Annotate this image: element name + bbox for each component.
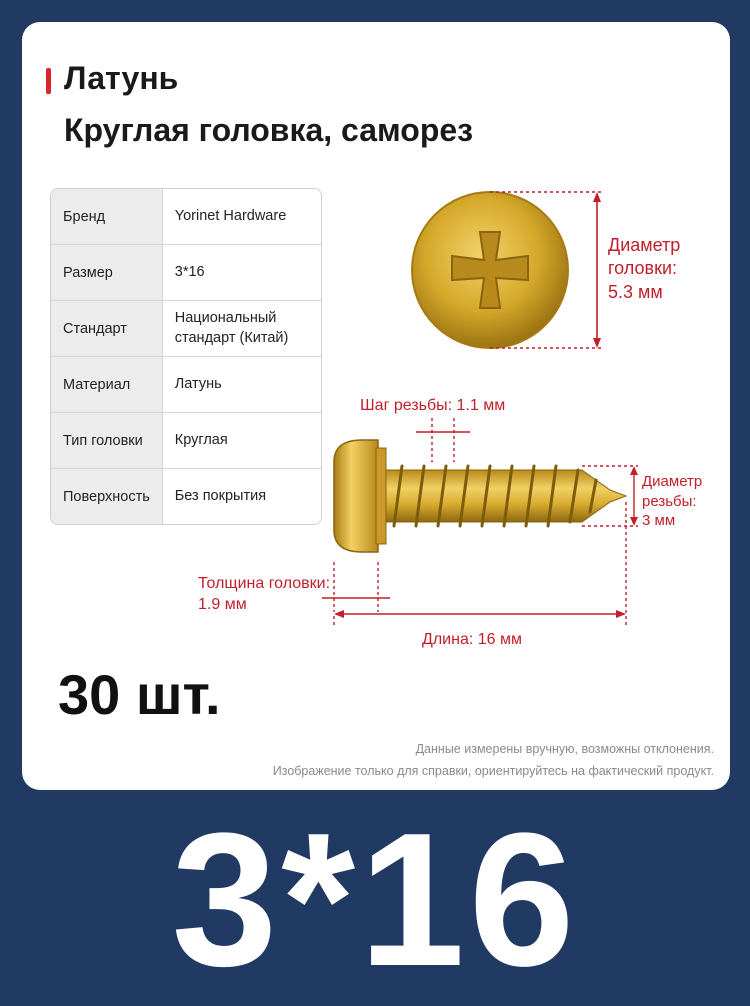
- head-thickness-label: [198, 574, 330, 616]
- thread-pitch-dimension: [416, 418, 470, 462]
- head-diameter-label-line2: головки:: [608, 258, 677, 279]
- spec-value: Латунь: [163, 357, 321, 413]
- spec-key: Бренд: [51, 189, 163, 245]
- spec-key: Размер: [51, 245, 163, 301]
- spec-value: Национальный стандарт (Китай): [163, 301, 321, 357]
- thread-diameter-value: 3 мм: [642, 512, 676, 529]
- spec-key: Поверхность: [51, 469, 163, 524]
- spec-key: Стандарт: [51, 301, 163, 357]
- spec-value: Без покрытия: [163, 469, 321, 524]
- screw-side-view: [334, 440, 626, 552]
- disclaimer-measurement: Данные измерены вручную, возможны отклонения.: [415, 742, 714, 756]
- quantity: 30 шт.: [58, 663, 221, 726]
- size-banner: 3*16: [171, 794, 579, 1006]
- head-thickness-dimension: [322, 562, 390, 612]
- thread-pitch-label: Шаг резьбы: 1.1 мм: [360, 397, 506, 414]
- spec-value: 3*16: [163, 245, 321, 301]
- head-diameter-label: [608, 234, 680, 304]
- material-title: Латунь: [64, 60, 179, 96]
- head-thickness-value: 1.9 мм: [198, 595, 247, 613]
- length-label: Длина: 16 мм: [422, 631, 522, 648]
- spec-value: Круглая: [163, 413, 321, 469]
- spec-value: Yorinet Hardware: [163, 189, 321, 245]
- spec-key: Материал: [51, 357, 163, 413]
- disclaimer-image: Изображение только для справки, ориентируйтесь на фактический продукт.: [272, 764, 714, 778]
- thread-diameter-label: [642, 472, 702, 531]
- product-title: Круглая головка, саморез: [64, 112, 474, 148]
- product-card: [22, 22, 730, 790]
- screw-head-top-view: [412, 192, 568, 348]
- head-diameter-value: 5.3 мм: [608, 281, 663, 302]
- spec-key: Тип головки: [51, 413, 163, 469]
- thread-diameter-label-line1: Диаметр: [642, 473, 703, 490]
- head-diameter-label-line1: Диаметр: [608, 235, 681, 255]
- head-thickness-label-line1: Толщина головки:: [198, 575, 331, 592]
- thread-diameter-label-line2: резьбы:: [642, 492, 697, 510]
